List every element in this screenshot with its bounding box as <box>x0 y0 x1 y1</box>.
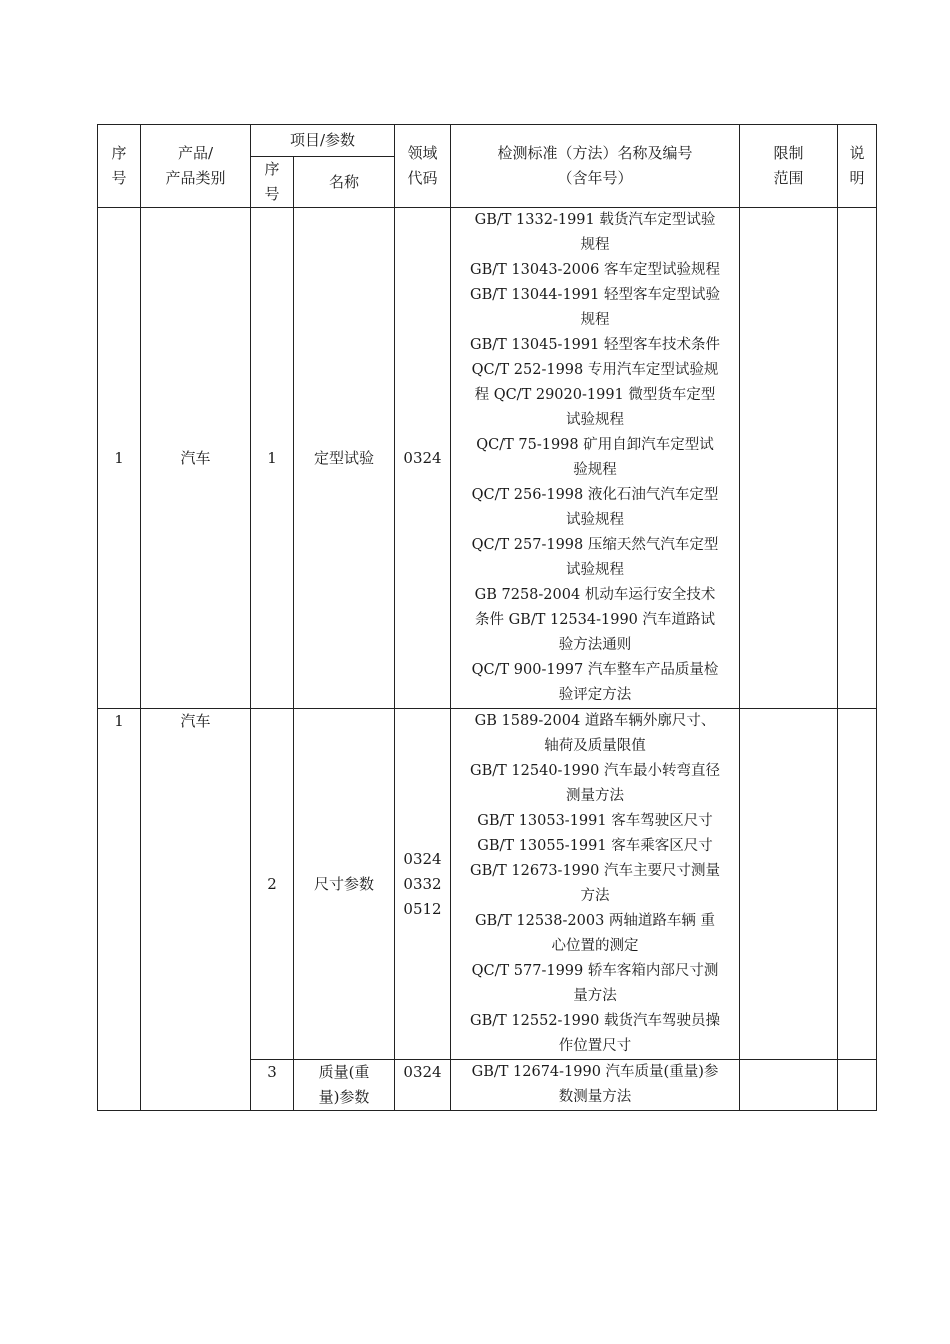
text-line: 试验规程 <box>566 512 624 528</box>
row-code: 0324 <box>395 1060 451 1111</box>
row-item-name: 定型试验 <box>294 208 395 709</box>
row-standards <box>451 208 740 709</box>
row-code <box>395 709 451 1060</box>
text-line: （含年号） <box>557 169 633 187</box>
text-line: 0332 <box>403 874 442 893</box>
header-item-seq <box>251 157 294 208</box>
text-line: GB 1589-2004 道路车辆外廓尺寸、 <box>474 713 716 729</box>
text-line: 0324 <box>403 849 442 868</box>
text-line: 量方法 <box>573 988 617 1004</box>
text-line: 说 <box>849 144 865 162</box>
text-line: QC/T 252-1998 专用汽车定型试验规 <box>471 362 719 378</box>
text-line: 检测标准（方法）名称及编号 <box>497 144 693 162</box>
text-line: QC/T 577-1999 轿车客箱内部尺寸测 <box>471 963 719 979</box>
text-line: 产品/ <box>177 144 214 162</box>
text-line: GB/T 13055-1991 客车乘客区尺寸 <box>477 838 713 854</box>
text-line: 量)参数 <box>318 1088 370 1106</box>
text-line: 条件 GB/T 12534-1990 汽车道路试 <box>474 612 716 628</box>
text-line: QC/T 900-1997 汽车整车产品质量检 <box>471 662 719 678</box>
row-note <box>838 1060 877 1111</box>
header-item-name: 名称 <box>294 157 395 208</box>
text-line: GB/T 13053-1991 客车驾驶区尺寸 <box>477 813 713 829</box>
header-standard <box>451 125 740 208</box>
text-line: 限制 <box>773 144 804 162</box>
header-note <box>838 125 877 208</box>
header-item-group: 项目/参数 <box>251 125 395 157</box>
text-line: 领域 <box>407 144 438 162</box>
text-line: 心位置的测定 <box>551 938 639 954</box>
row-item-name <box>294 1060 395 1111</box>
text-line: 作位置尺寸 <box>558 1038 632 1054</box>
text-line: 质量(重 <box>318 1063 370 1081</box>
text-line: GB/T 12552-1990 载货汽车驾驶员操 <box>470 1013 720 1029</box>
text-line: 规程 <box>580 237 610 253</box>
text-line: 明 <box>849 169 865 187</box>
header-domain-code <box>395 125 451 208</box>
text-line: QC/T 256-1998 液化石油气汽车定型 <box>471 487 719 503</box>
text-line: GB/T 13045-1991 轻型客车技术条件 <box>470 337 720 353</box>
row-item-name: 尺寸参数 <box>294 709 395 1060</box>
header-product <box>141 125 251 208</box>
row-seq: 1 <box>98 709 141 1111</box>
row-product: 汽车 <box>141 208 251 709</box>
row-item-seq: 1 <box>251 208 294 709</box>
row-item-seq: 3 <box>251 1060 294 1111</box>
table-row <box>98 709 877 1060</box>
text-line: 代码 <box>407 169 438 187</box>
text-line: 序 <box>264 160 280 178</box>
text-line: 数测量方法 <box>558 1089 632 1105</box>
header-limit <box>740 125 838 208</box>
row-product: 汽车 <box>141 709 251 1111</box>
text-line: 号 <box>111 169 127 187</box>
text-line: 号 <box>264 185 280 203</box>
row-note <box>838 709 877 1060</box>
row-limit <box>740 208 838 709</box>
text-line: QC/T 257-1998 压缩天然气汽车定型 <box>471 537 719 553</box>
text-line: 0512 <box>403 899 442 918</box>
text-line: 试验规程 <box>566 562 624 578</box>
text-line: GB/T 12673-1990 汽车主要尺寸测量 <box>470 863 720 879</box>
header-seq <box>98 125 141 208</box>
text-line: 验评定方法 <box>558 687 632 703</box>
text-line: 轴荷及质量限值 <box>544 738 646 754</box>
text-line: GB/T 13044-1991 轻型客车定型试验 <box>470 287 720 303</box>
text-line: 方法 <box>580 888 610 904</box>
row-standards <box>451 1060 740 1111</box>
text-line: 验方法通则 <box>558 637 632 653</box>
text-line: GB/T 12674-1990 汽车质量(重量)参 <box>471 1064 719 1080</box>
text-line: GB 7258-2004 机动车运行安全技术 <box>474 587 716 603</box>
text-line: 序 <box>111 144 127 162</box>
text-line: 产品类别 <box>165 169 226 187</box>
text-line: 规程 <box>580 312 610 328</box>
text-line: 测量方法 <box>566 788 624 804</box>
text-line: 程 QC/T 29020-1991 微型货车定型 <box>474 387 716 403</box>
row-standards <box>451 709 740 1060</box>
row-item-seq: 2 <box>251 709 294 1060</box>
text-line: GB/T 12538-2003 两轴道路车辆 重 <box>474 913 716 929</box>
text-line: GB/T 13043-2006 客车定型试验规程 <box>470 262 720 278</box>
row-seq: 1 <box>98 208 141 709</box>
text-line: 验规程 <box>573 462 617 478</box>
row-note <box>838 208 877 709</box>
text-line: GB/T 1332-1991 载货汽车定型试验 <box>474 212 716 228</box>
row-code: 0324 <box>395 208 451 709</box>
standards-table <box>97 124 877 1111</box>
row-limit <box>740 709 838 1060</box>
text-line: 试验规程 <box>566 412 624 428</box>
text-line: 范围 <box>773 169 804 187</box>
text-line: GB/T 12540-1990 汽车最小转弯直径 <box>470 763 720 779</box>
text-line: QC/T 75-1998 矿用自卸汽车定型试 <box>476 437 714 453</box>
row-limit <box>740 1060 838 1111</box>
table-row <box>98 208 877 709</box>
